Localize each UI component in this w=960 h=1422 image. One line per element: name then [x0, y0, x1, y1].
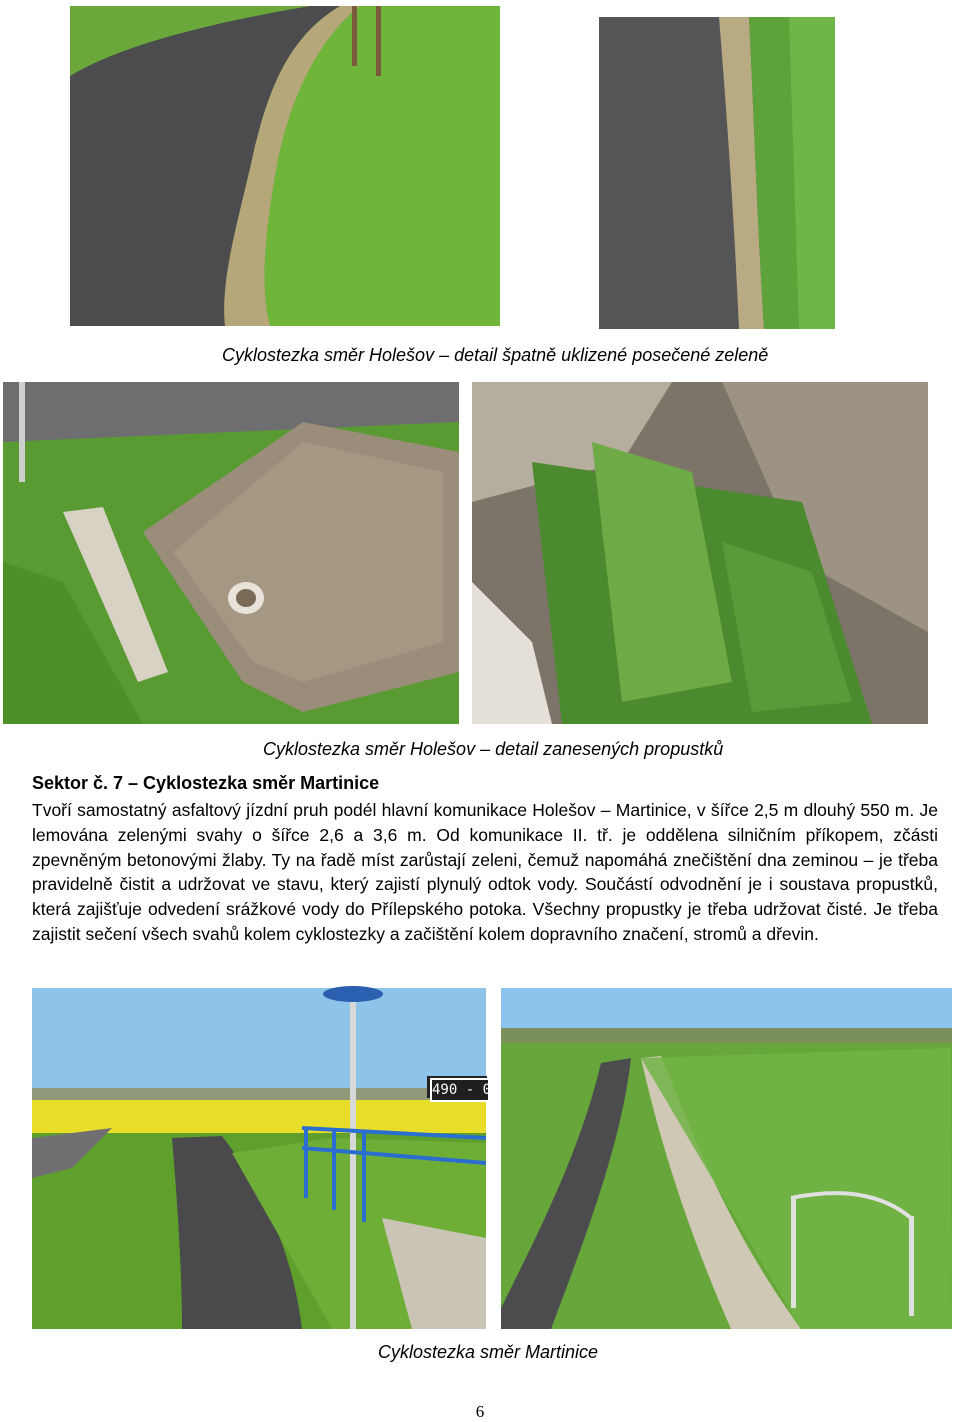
page-number: 6 — [475, 1402, 485, 1421]
photo-path-edge — [599, 17, 835, 329]
caption-middle: Cyklostezka směr Holešov – detail zanesených propustků — [263, 739, 724, 759]
photo-culvert — [3, 382, 459, 724]
photo-path-railing — [32, 988, 500, 1329]
section-paragraph: Tvoří samostatný asfaltový jízdní pruh podél hlavní komunikace Holešov – Martinice, v šířce 2,5 m dlouhý 550 m. Je lemována zelenými svahy o šířce 2,6 a 3,6 m. Od komunikace II. tř. je oddělena silničním příkopem, zčásti zpevněným betonovými žlaby. Ty na řadě míst zarůstají zeleni, čemuž napomáhá znečištění dna zeminou – je třeba pravidelně čistit a udržovat ve stavu, který zajistí plynulý odtok vody. Součástí odvodnění je i soustava propustků, která zajišťuje odvedení srážkové vody do Přílepského potoka. Všechny propustky je třeba udržovat čisté. Je třeba zajistit sečení všech svahů kolem cyklostezky a začištění kolem dopravního značení, stromů a dřevin. — [32, 800, 938, 944]
photo-culvert-detail — [472, 382, 928, 724]
caption-top: Cyklostezka směr Holešov – detail špatně uklizené posečené zeleně — [222, 345, 769, 365]
sign-plate-text: 490 - 00 — [430, 1078, 490, 1102]
caption-bottom: Cyklostezka směr Martinice — [378, 1342, 599, 1362]
section-heading: Sektor č. 7 – Cyklostezka směr Martinice — [32, 773, 380, 793]
photo-path-ditch — [501, 988, 952, 1329]
photo-path-curve — [70, 6, 500, 326]
